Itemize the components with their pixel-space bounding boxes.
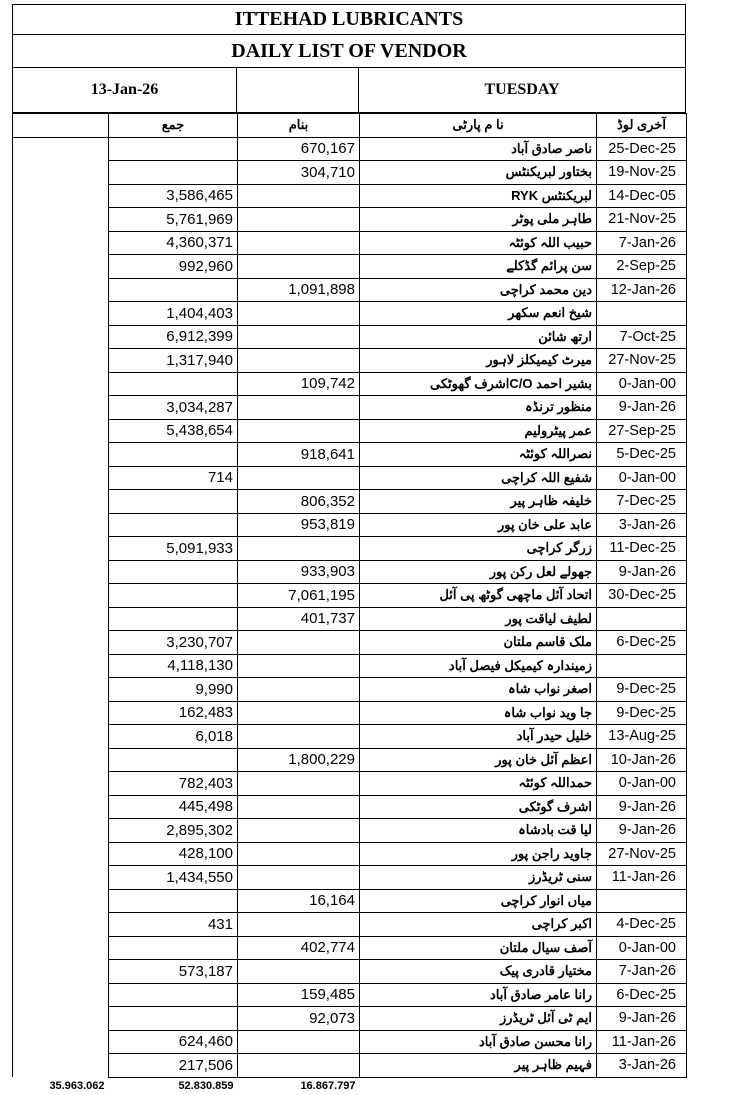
last-load-date-cell: 27-Sep-25 (597, 419, 687, 443)
table-row (13, 795, 687, 819)
credit-cell: 1,404,403 (109, 302, 238, 326)
row-blank-cell (13, 725, 109, 749)
party-name-cell: عمر پیٹرولیم (360, 419, 597, 443)
row-blank-cell (13, 983, 109, 1007)
credit-cell (109, 161, 238, 185)
last-load-date-cell: 10-Jan-26 (597, 748, 687, 772)
row-blank-cell (13, 137, 109, 161)
row-blank-cell (13, 184, 109, 208)
row-blank-cell (13, 372, 109, 396)
party-name-cell: اعظم آئل خان پور (360, 748, 597, 772)
row-blank-cell (13, 325, 109, 349)
column-header-last-date: آخری لوڈ (597, 114, 687, 138)
table-row (13, 325, 687, 349)
last-load-date-cell: 11-Jan-26 (597, 1030, 687, 1054)
table-row (13, 255, 687, 279)
table-row (13, 231, 687, 255)
party-name-cell: ملک قاسم ملتان (360, 631, 597, 655)
party-name-cell: جھولے لعل رکن پور (360, 560, 597, 584)
debit-cell (238, 302, 360, 326)
row-blank-cell (13, 302, 109, 326)
credit-cell: 9,990 (109, 678, 238, 702)
credit-cell (109, 936, 238, 960)
table-row (13, 1030, 687, 1054)
credit-cell (109, 889, 238, 913)
party-name-cell: آصف سیال ملتان (360, 936, 597, 960)
debit-cell (238, 701, 360, 725)
row-blank-cell (13, 772, 109, 796)
debit-cell (238, 255, 360, 279)
party-name-cell: حبیب اللہ کوئٹہ (360, 231, 597, 255)
party-name-cell: ارتھ شائن (360, 325, 597, 349)
debit-cell: 92,073 (238, 1007, 360, 1031)
last-load-date-cell: 5-Dec-25 (597, 443, 687, 467)
row-blank-cell (13, 701, 109, 725)
total-debit: 16.867.797 (300, 1080, 356, 1093)
column-header-credit: جمع (109, 114, 238, 138)
party-name-cell: جاوید راجن پور (360, 842, 597, 866)
party-name-cell: رانا عامر صادق آباد (360, 983, 597, 1007)
row-blank-cell (13, 513, 109, 537)
debit-cell: 933,903 (238, 560, 360, 584)
party-name-cell: اکبر کراچی (360, 913, 597, 937)
credit-cell (109, 748, 238, 772)
total-net: 35.963.062 (49, 1080, 105, 1092)
debit-cell (238, 866, 360, 890)
party-name-cell: خلیفہ ظاہر پیر (360, 490, 597, 514)
party-name-cell: اتحاد آئل ماچھی گوٹھ پی آئل (360, 584, 597, 608)
last-load-date-cell: 19-Nov-25 (597, 161, 687, 185)
party-name-cell: میرٹ کیمیکلز لاہور (360, 349, 597, 373)
credit-cell: 782,403 (109, 772, 238, 796)
last-load-date-cell: 3-Jan-26 (597, 1054, 687, 1078)
party-name-cell: زمیندارہ کیمیکل فیصل آباد (360, 654, 597, 678)
credit-cell: 4,360,371 (109, 231, 238, 255)
row-blank-cell (13, 349, 109, 373)
credit-cell: 428,100 (109, 842, 238, 866)
company-title: ITTEHAD LUBRICANTS (12, 4, 686, 35)
debit-cell (238, 466, 360, 490)
party-name-cell: اشرف گوٹکی (360, 795, 597, 819)
row-blank-cell (13, 560, 109, 584)
last-load-date-cell (597, 889, 687, 913)
report-date: 13-Jan-26 (12, 68, 237, 113)
row-blank-cell (13, 490, 109, 514)
column-header-row (13, 114, 687, 138)
party-name-cell: مختیار قادری پیک (360, 960, 597, 984)
party-name-cell: بختاور لبریکنٹس (360, 161, 597, 185)
table-row (13, 866, 687, 890)
party-name-cell: لیا قت بادشاہ (360, 819, 597, 843)
table-row (13, 443, 687, 467)
last-load-date-cell: 7-Jan-26 (597, 231, 687, 255)
total-credit: 52.830.859 (178, 1080, 234, 1093)
last-load-date-cell: 14-Dec-05 (597, 184, 687, 208)
row-blank-cell (13, 537, 109, 561)
credit-cell: 3,034,287 (109, 396, 238, 420)
debit-cell (238, 654, 360, 678)
credit-cell: 4,118,130 (109, 654, 238, 678)
last-load-date-cell: 0-Jan-00 (597, 772, 687, 796)
credit-cell: 573,187 (109, 960, 238, 984)
table-row (13, 161, 687, 185)
credit-cell: 2,895,302 (109, 819, 238, 843)
last-load-date-cell: 9-Jan-26 (597, 795, 687, 819)
table-row (13, 654, 687, 678)
totals-row (13, 1077, 687, 1095)
party-name-cell: رانا محسن صادق آباد (360, 1030, 597, 1054)
credit-cell: 992,960 (109, 255, 238, 279)
debit-cell: 1,800,229 (238, 748, 360, 772)
table-row (13, 842, 687, 866)
row-blank-cell (13, 748, 109, 772)
table-row (13, 772, 687, 796)
table-row (13, 983, 687, 1007)
last-load-date-cell: 11-Dec-25 (597, 537, 687, 561)
row-blank-cell (13, 443, 109, 467)
report-title: DAILY LIST OF VENDOR (12, 35, 686, 68)
party-name-cell: جا وید نواب شاہ (360, 701, 597, 725)
party-name-cell: حمداللہ کوئٹہ (360, 772, 597, 796)
debit-cell (238, 537, 360, 561)
party-name-cell: بشیر احمد C/Oاشرف گھوٹکی (360, 372, 597, 396)
last-load-date-cell: 3-Jan-26 (597, 513, 687, 537)
row-blank-cell (13, 208, 109, 232)
debit-cell: 16,164 (238, 889, 360, 913)
party-name-cell: فہیم ظاہر پیر (360, 1054, 597, 1078)
last-load-date-cell: 11-Jan-26 (597, 866, 687, 890)
party-name-cell: خلیل حیدر آباد (360, 725, 597, 749)
last-load-date-cell: 7-Oct-25 (597, 325, 687, 349)
debit-cell (238, 819, 360, 843)
table-row (13, 631, 687, 655)
debit-cell (238, 1030, 360, 1054)
debit-cell (238, 325, 360, 349)
row-blank-cell (13, 889, 109, 913)
column-header-party: نا م پارٹی (360, 114, 597, 138)
row-blank-cell (13, 1007, 109, 1031)
party-name-cell: شیخ انعم سکھر (360, 302, 597, 326)
credit-cell (109, 983, 238, 1007)
debit-cell: 918,641 (238, 443, 360, 467)
table-row (13, 396, 687, 420)
party-name-cell: منظور ترنڈہ (360, 396, 597, 420)
table-row (13, 278, 687, 302)
last-load-date-cell: 6-Dec-25 (597, 631, 687, 655)
table-row (13, 513, 687, 537)
last-load-date-cell: 9-Jan-26 (597, 819, 687, 843)
row-blank-cell (13, 255, 109, 279)
credit-cell: 3,586,465 (109, 184, 238, 208)
row-blank-cell (13, 842, 109, 866)
last-load-date-cell (597, 302, 687, 326)
row-blank-cell (13, 231, 109, 255)
row-blank-cell (13, 866, 109, 890)
credit-cell (109, 372, 238, 396)
row-blank-cell (13, 161, 109, 185)
last-load-date-cell: 27-Nov-25 (597, 349, 687, 373)
credit-cell (109, 137, 238, 161)
last-load-date-cell: 9-Dec-25 (597, 701, 687, 725)
table-row (13, 725, 687, 749)
row-blank-cell (13, 419, 109, 443)
last-load-date-cell: 7-Dec-25 (597, 490, 687, 514)
credit-cell: 5,438,654 (109, 419, 238, 443)
row-blank-cell (13, 278, 109, 302)
credit-cell: 162,483 (109, 701, 238, 725)
debit-cell (238, 208, 360, 232)
vendor-table (12, 113, 687, 1095)
debit-cell (238, 772, 360, 796)
party-name-cell: زرگر کراچی (360, 537, 597, 561)
row-blank-cell (13, 631, 109, 655)
last-load-date-cell: 12-Jan-26 (597, 278, 687, 302)
row-blank-cell (13, 936, 109, 960)
debit-cell (238, 231, 360, 255)
last-load-date-cell: 4-Dec-25 (597, 913, 687, 937)
debit-cell: 402,774 (238, 936, 360, 960)
credit-cell: 431 (109, 913, 238, 937)
table-row (13, 349, 687, 373)
column-header-blank (13, 114, 109, 138)
total-blank (597, 1077, 687, 1095)
last-load-date-cell: 2-Sep-25 (597, 255, 687, 279)
row-blank-cell (13, 654, 109, 678)
debit-cell (238, 960, 360, 984)
row-blank-cell (13, 607, 109, 631)
last-load-date-cell: 0-Jan-00 (597, 466, 687, 490)
debit-cell: 806,352 (238, 490, 360, 514)
debit-cell (238, 631, 360, 655)
credit-cell (109, 490, 238, 514)
table-row (13, 936, 687, 960)
credit-cell (109, 278, 238, 302)
table-row (13, 208, 687, 232)
party-name-cell: اصغر نواب شاہ (360, 678, 597, 702)
debit-cell: 7,061,195 (238, 584, 360, 608)
debit-cell (238, 184, 360, 208)
last-load-date-cell: 9-Jan-26 (597, 1007, 687, 1031)
row-blank-cell (13, 678, 109, 702)
last-load-date-cell (597, 654, 687, 678)
credit-cell: 217,506 (109, 1054, 238, 1078)
credit-cell (109, 584, 238, 608)
debit-cell: 304,710 (238, 161, 360, 185)
debit-cell (238, 678, 360, 702)
row-blank-cell (13, 1030, 109, 1054)
credit-cell: 6,018 (109, 725, 238, 749)
debit-cell (238, 842, 360, 866)
table-row (13, 466, 687, 490)
last-load-date-cell: 9-Dec-25 (597, 678, 687, 702)
party-name-cell: طاہر ملی پوٹر (360, 208, 597, 232)
party-name-cell: میاں انوار کراچی (360, 889, 597, 913)
table-row (13, 302, 687, 326)
last-load-date-cell: 0-Jan-00 (597, 936, 687, 960)
credit-cell (109, 443, 238, 467)
credit-cell: 3,230,707 (109, 631, 238, 655)
debit-cell (238, 725, 360, 749)
table-row (13, 560, 687, 584)
debit-cell (238, 913, 360, 937)
debit-cell (238, 1054, 360, 1078)
table-row (13, 819, 687, 843)
debit-cell (238, 396, 360, 420)
table-row (13, 490, 687, 514)
row-blank-cell (13, 584, 109, 608)
debit-cell (238, 349, 360, 373)
party-name-cell: دین محمد کراچی (360, 278, 597, 302)
party-name-cell: سن پرائم گڈکلے (360, 255, 597, 279)
party-name-cell: لطیف لیاقت پور (360, 607, 597, 631)
row-blank-cell (13, 466, 109, 490)
table-row (13, 607, 687, 631)
credit-cell: 624,460 (109, 1030, 238, 1054)
table-row (13, 913, 687, 937)
last-load-date-cell: 27-Nov-25 (597, 842, 687, 866)
last-load-date-cell: 25-Dec-25 (597, 137, 687, 161)
last-load-date-cell: 30-Dec-25 (597, 584, 687, 608)
credit-cell: 714 (109, 466, 238, 490)
table-row (13, 137, 687, 161)
last-load-date-cell: 13-Aug-25 (597, 725, 687, 749)
report-day: TUESDAY (359, 68, 686, 113)
table-row (13, 1007, 687, 1031)
debit-cell: 670,167 (238, 137, 360, 161)
debit-cell (238, 795, 360, 819)
row-blank-cell (13, 1054, 109, 1078)
row-blank-cell (13, 795, 109, 819)
debit-cell: 401,737 (238, 607, 360, 631)
credit-cell: 5,761,969 (109, 208, 238, 232)
table-row (13, 889, 687, 913)
credit-cell (109, 1007, 238, 1031)
last-load-date-cell: 9-Jan-26 (597, 396, 687, 420)
last-load-date-cell: 0-Jan-00 (597, 372, 687, 396)
credit-cell (109, 560, 238, 584)
debit-cell: 953,819 (238, 513, 360, 537)
row-blank-cell (13, 960, 109, 984)
table-row (13, 701, 687, 725)
credit-cell: 1,317,940 (109, 349, 238, 373)
table-row (13, 1054, 687, 1078)
table-row (13, 372, 687, 396)
credit-cell: 6,912,399 (109, 325, 238, 349)
table-row (13, 537, 687, 561)
credit-cell: 1,434,550 (109, 866, 238, 890)
table-row (13, 584, 687, 608)
credit-cell (109, 607, 238, 631)
last-load-date-cell: 6-Dec-25 (597, 983, 687, 1007)
table-row (13, 419, 687, 443)
debit-cell: 109,742 (238, 372, 360, 396)
party-name-cell: ناصر صادق آباد (360, 137, 597, 161)
party-name-cell: لبریکنٹس RYK (360, 184, 597, 208)
table-row (13, 678, 687, 702)
total-blank (360, 1077, 597, 1095)
party-name-cell: سنی ٹریڈرز (360, 866, 597, 890)
last-load-date-cell: 7-Jan-26 (597, 960, 687, 984)
credit-cell: 5,091,933 (109, 537, 238, 561)
party-name-cell: نصراللہ کوئٹہ (360, 443, 597, 467)
debit-cell: 159,485 (238, 983, 360, 1007)
column-header-debit: بنام (238, 114, 360, 138)
credit-cell (109, 513, 238, 537)
row-blank-cell (13, 819, 109, 843)
debit-cell: 1,091,898 (238, 278, 360, 302)
header-blank-cell (237, 68, 359, 113)
party-name-cell: عابد علی خان پور (360, 513, 597, 537)
debit-cell (238, 419, 360, 443)
row-blank-cell (13, 396, 109, 420)
last-load-date-cell: 21-Nov-25 (597, 208, 687, 232)
row-blank-cell (13, 913, 109, 937)
last-load-date-cell: 9-Jan-26 (597, 560, 687, 584)
table-row (13, 184, 687, 208)
last-load-date-cell (597, 607, 687, 631)
table-row (13, 748, 687, 772)
party-name-cell: شفیع اللہ کراچی (360, 466, 597, 490)
table-row (13, 960, 687, 984)
party-name-cell: ایم ٹی آئل ٹریڈرز (360, 1007, 597, 1031)
credit-cell: 445,498 (109, 795, 238, 819)
